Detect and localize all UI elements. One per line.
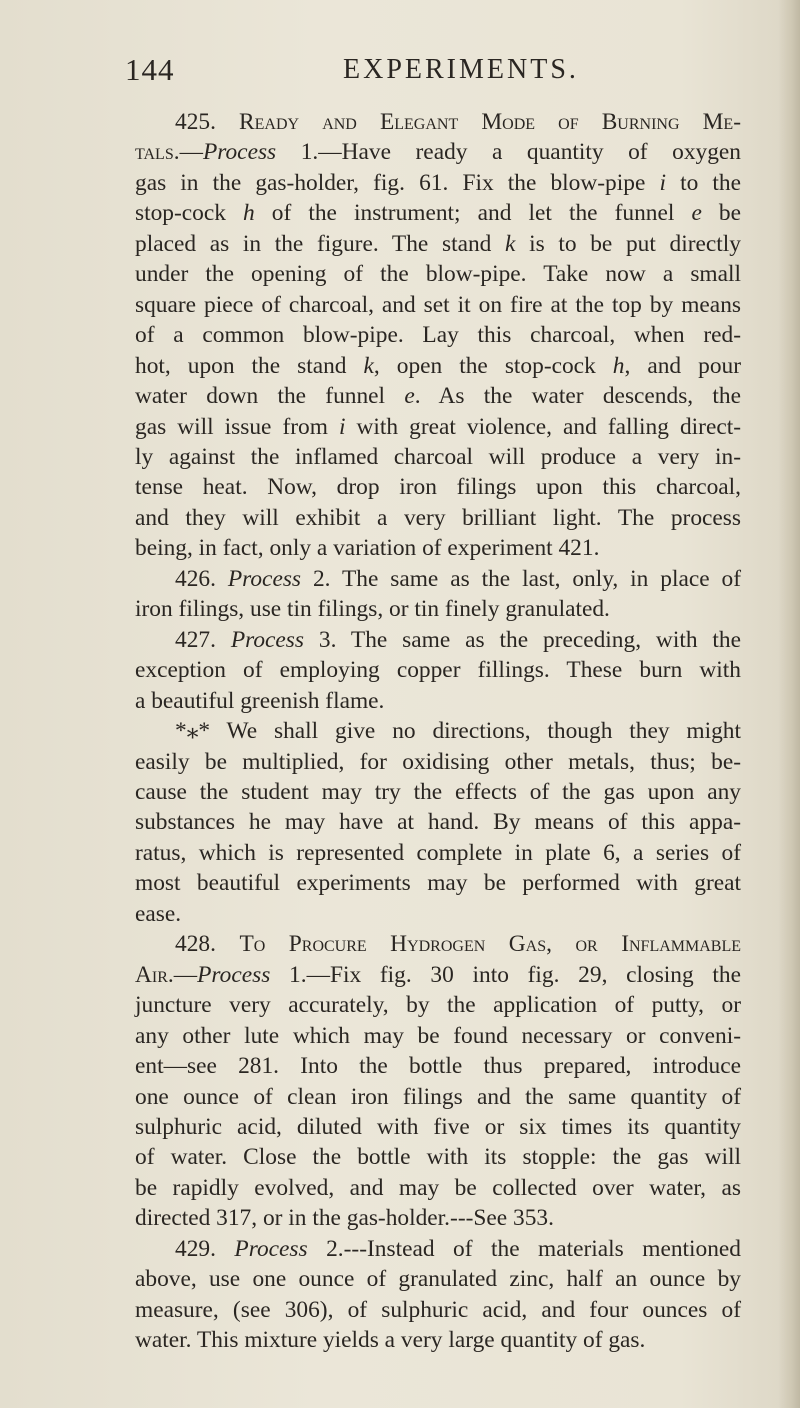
- text-line: [135, 655, 741, 685]
- text-run: k: [505, 230, 516, 257]
- text-run: water. This mixture yields a very large quantity of gas.: [135, 1327, 646, 1354]
- text-run: e: [691, 200, 702, 227]
- text-line: [135, 564, 741, 594]
- text-line: [135, 594, 741, 624]
- text-line: [135, 1021, 741, 1051]
- text-run: with great violence, and falling direct-: [345, 413, 741, 440]
- text-run: hot, upon the stand: [135, 352, 364, 379]
- text-line: [135, 442, 741, 472]
- text-line: [135, 351, 741, 381]
- text-line: [135, 929, 741, 959]
- text-run: placed as in the figure. The stand: [135, 230, 506, 257]
- text-run: e: [404, 383, 415, 410]
- text-run: be: [701, 200, 741, 227]
- text-run: under the opening of the blow-pipe. Take now a small: [135, 261, 741, 288]
- text-line: [135, 899, 741, 929]
- running-head: [125, 52, 740, 92]
- text-run: juncture very accurately, by the application of putty, or: [135, 992, 741, 1019]
- paragraph-number: 429.: [175, 1235, 235, 1262]
- section-heading: To Procure Hydrogen Gas, or Inflammable: [239, 931, 741, 958]
- text-run: gas in the gas-holder, fig. 61. Fix the blow-pipe: [135, 169, 660, 196]
- text-line: [135, 472, 741, 502]
- text-run: ratus, which is represented complete in plate 6, a series of: [135, 839, 741, 866]
- text-line: [135, 1051, 741, 1081]
- text-run: any other lute which may be found necessary or conveni-: [135, 1022, 741, 1049]
- text-run: is to be put directly: [515, 230, 741, 257]
- process-label: Process: [227, 565, 302, 592]
- text-run: most beautiful experiments may be performed with great: [135, 870, 741, 897]
- text-line: [135, 198, 741, 228]
- text-line: [135, 960, 741, 990]
- text-line: [135, 412, 741, 442]
- text-run: ease.: [135, 900, 182, 927]
- text-run: 1.—Fix fig. 30 into fig. 29, closing the: [270, 961, 741, 988]
- text-line: [135, 625, 741, 655]
- section-heading: Air.—: [135, 961, 198, 988]
- text-line: [135, 747, 741, 777]
- text-run: to the: [665, 169, 742, 196]
- page-number: 144: [125, 52, 175, 87]
- text-run: easily be multiplied, for oxidising other metals, thus; be-: [135, 748, 741, 775]
- text-run: gas will issue from: [135, 413, 339, 440]
- process-label: Process: [234, 1235, 308, 1262]
- text-run: stop-cock: [135, 200, 244, 227]
- text-line: [135, 259, 741, 289]
- process-label: Process: [202, 139, 277, 166]
- text-line: [135, 1295, 741, 1325]
- text-run: of the instrument; and let the funnel: [254, 200, 692, 227]
- text-run: , open the stop-cock: [373, 352, 613, 379]
- running-title: EXPERIMENTS.: [343, 54, 579, 85]
- text-run: of a common blow-pipe. Lay this charcoal, when red-: [135, 322, 741, 349]
- text-run: . As the water descends, the: [414, 383, 741, 410]
- text-line: [135, 1325, 741, 1355]
- text-line: [135, 1234, 741, 1264]
- text-line: [135, 807, 741, 837]
- text-line: [135, 503, 741, 533]
- text-run: and they will exhibit a very brilliant light. The process: [135, 504, 741, 531]
- text-run: water down the funnel: [135, 383, 405, 410]
- text-line: [135, 716, 741, 746]
- text-run: a beautiful greenish flame.: [135, 687, 385, 714]
- text-run: h: [243, 200, 255, 227]
- text-run: , and pour: [624, 352, 742, 379]
- text-run: 2.---Instead of the materials mentioned: [307, 1235, 742, 1262]
- text-run: 1.—Have ready a quantity of oxygen: [276, 139, 741, 166]
- paragraph-number: 427.: [175, 626, 231, 653]
- text-line: [135, 107, 741, 137]
- text-run: *⁎* We shall give no directions, though they might: [175, 718, 741, 745]
- text-line: [135, 777, 741, 807]
- text-run: being, in fact, only a variation of experiment 421.: [135, 535, 600, 562]
- text-run: h: [612, 352, 625, 379]
- text-line: [135, 533, 741, 563]
- text-run: exception of employing copper fillings. These burn with: [135, 657, 741, 684]
- text-run: ly against the inflamed charcoal will produce a very in-: [135, 443, 741, 470]
- text-run: i: [659, 169, 666, 196]
- process-label: Process: [230, 626, 305, 653]
- text-run: one ounce of clean iron filings and the same quantity of: [135, 1083, 741, 1110]
- text-line: [135, 1112, 741, 1142]
- text-line: [135, 229, 741, 259]
- process-label: Process: [197, 961, 271, 988]
- section-heading: tals.—: [135, 139, 203, 166]
- text-line: [135, 168, 741, 198]
- text-run: ent—see 281. Into the bottle thus prepared, introduce: [135, 1053, 741, 1080]
- body-text: [135, 107, 741, 1356]
- text-line: [135, 990, 741, 1020]
- text-run: i: [338, 413, 346, 440]
- text-run: sulphuric acid, diluted with five or six times its quantity: [135, 1113, 741, 1140]
- text-line: [135, 1173, 741, 1203]
- text-line: [135, 320, 741, 350]
- text-run: substances he may have at hand. By means of this appa-: [135, 809, 741, 836]
- text-run: 2. The same as the last, only, in place of: [301, 565, 741, 592]
- text-line: [135, 1203, 741, 1233]
- text-line: [135, 1264, 741, 1294]
- text-run: k: [363, 352, 374, 379]
- text-run: iron filings, use tin filings, or tin finely granulated.: [135, 596, 610, 623]
- paragraph-number: 428.: [175, 931, 240, 958]
- section-heading: Ready and Elegant Mode of Burning Me-: [239, 109, 741, 135]
- text-run: 3. The same as the preceding, with the: [304, 626, 741, 653]
- page-edge-shadow: [778, 0, 800, 1408]
- text-run: cause the student may try the effects of the gas upon any: [135, 778, 741, 805]
- text-run: square piece of charcoal, and set it on fire at the top by means: [135, 291, 741, 318]
- text-line: [135, 137, 741, 167]
- text-line: [135, 1082, 741, 1112]
- text-line: [135, 868, 741, 898]
- paragraph-number: 425.: [175, 109, 240, 135]
- text-run: directed 317, or in the gas-holder.---See 353.: [135, 1205, 554, 1232]
- text-line: [135, 838, 741, 868]
- text-run: above, use one ounce of granulated zinc, half an ounce by: [135, 1266, 741, 1293]
- paragraph-number: 426.: [175, 565, 228, 592]
- text-line: [135, 686, 741, 716]
- text-run: tense heat. Now, drop iron filings upon this charcoal,: [135, 474, 741, 501]
- text-run: of water. Close the bottle with its stopple: the gas will: [135, 1144, 741, 1171]
- text-line: [135, 381, 741, 411]
- text-line: [135, 290, 741, 320]
- text-run: measure, (see 306), of sulphuric acid, and four ounces of: [135, 1296, 741, 1323]
- text-line: [135, 1142, 741, 1172]
- text-run: be rapidly evolved, and may be collected over water, as: [135, 1174, 741, 1201]
